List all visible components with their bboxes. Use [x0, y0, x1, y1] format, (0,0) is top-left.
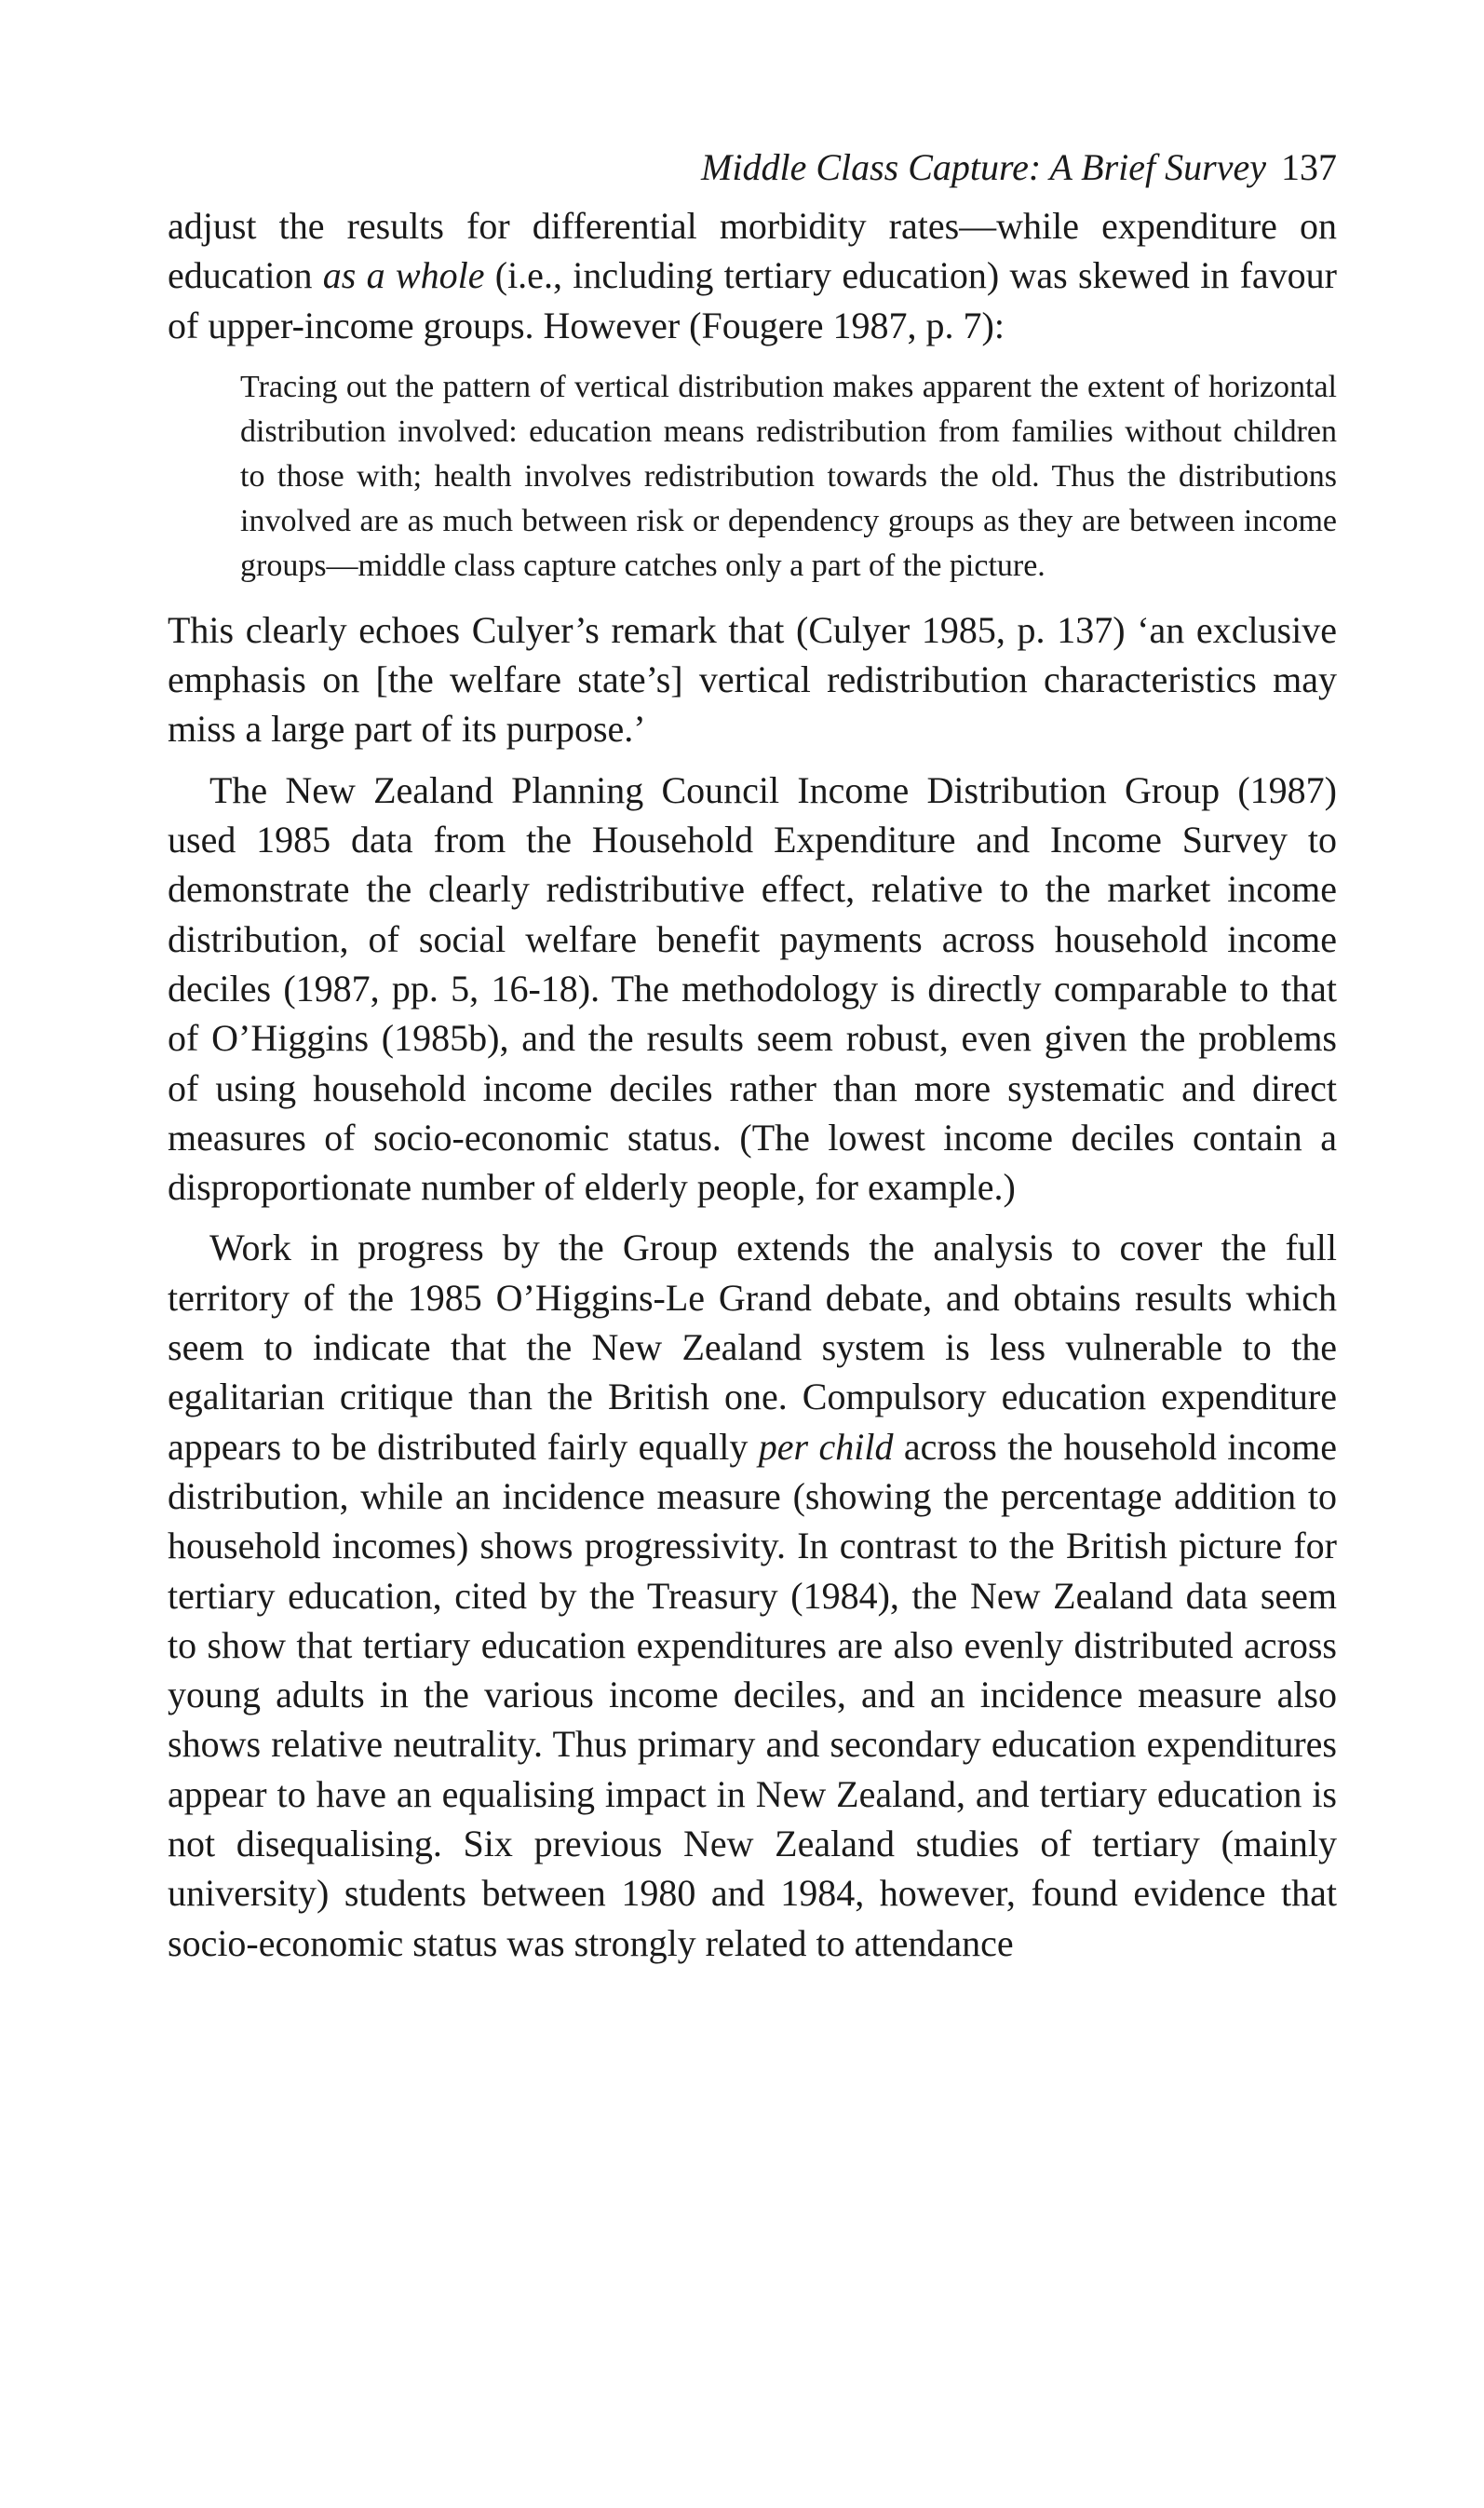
paragraph-4-text-a: Work in progress by the Group extends the analysis to cover the full territory of the 1985 O’Higgins-Le Grand debate, and obtains results which seem to indicate that the New Zealand system is less vulnerable to the egalitarian critique than the British one. Compulsory education expenditure appears to be distributed fairly equally: [168, 1227, 1337, 1468]
running-head: [168, 140, 1337, 196]
paragraph-1-text-c: (i.e., including tertiary education) was skewed in favour of upper-income groups. However (Fougere 1987, p. 7):: [168, 254, 1337, 346]
paragraph-4-text-c: across the household income distribution, while an incidence measure (showing the percentage addition to household incomes) shows progressivity. In contrast to the British picture for tertiary education, cited by the Treasury (1984), the New Zealand data seem to show that tertiary education expenditures are also evenly distributed across young adults in the various income deciles, and an incidence measure also shows relative neutrality. Thus primary and secondary education expenditures appear to have an equalising impact in New Zealand, and tertiary education is not disequalising. Six previous New Zealand studies of tertiary (mainly university) students between 1980 and 1984, however, found evidence that socio-economic status was strongly related to attendance: [168, 1425, 1337, 1964]
paragraph-1-text-a: adjust the results for differential morbidity rates—while expenditure on education: [168, 205, 1337, 297]
paragraph-1-emphasis: as a whole: [322, 254, 485, 297]
running-title: Middle Class Capture: A Brief Survey: [701, 146, 1266, 188]
paragraph-4-emphasis: per child: [758, 1425, 894, 1468]
paragraph-4: [168, 1223, 1337, 1967]
page-number: 137: [1281, 146, 1337, 188]
paragraph-1: [168, 201, 1337, 350]
paragraph-3: The New Zealand Planning Council Income Distribution Group (1987) used 1985 data from the Household Expenditure and Income Survey to demonstrate the clearly redistributive effect, relative to the market income distribution, of social welfare benefit payments across household income deciles (1987, pp. 5, 16-18). The methodology is directly comparable to that of O’Higgins (1985b), and the results seem robust, even given the problems of using household income deciles rather than more systematic and direct measures of socio-economic status. (The lowest income deciles contain a disproportionate number of elderly people, for example.): [168, 768, 1337, 1209]
block-quote: [240, 365, 1337, 589]
block-quote-text: Tracing out the pattern of vertical distribution makes apparent the extent of horizontal distribution involved: education means redistribution from families without children to those with; health involves redistribution towards the old. Thus the distributions involved are as much between risk or dependency groups as they are between income groups—middle class capture catches only a part of the picture.: [240, 369, 1337, 583]
book-page: [168, 140, 1337, 1968]
paragraph-2: This clearly echoes Culyer’s remark that (Culyer 1985, p. 137) ‘an exclusive emphasis on [the welfare state’s] vertical redistribution characteristics may miss a large part of its purpose.’: [168, 608, 1337, 751]
